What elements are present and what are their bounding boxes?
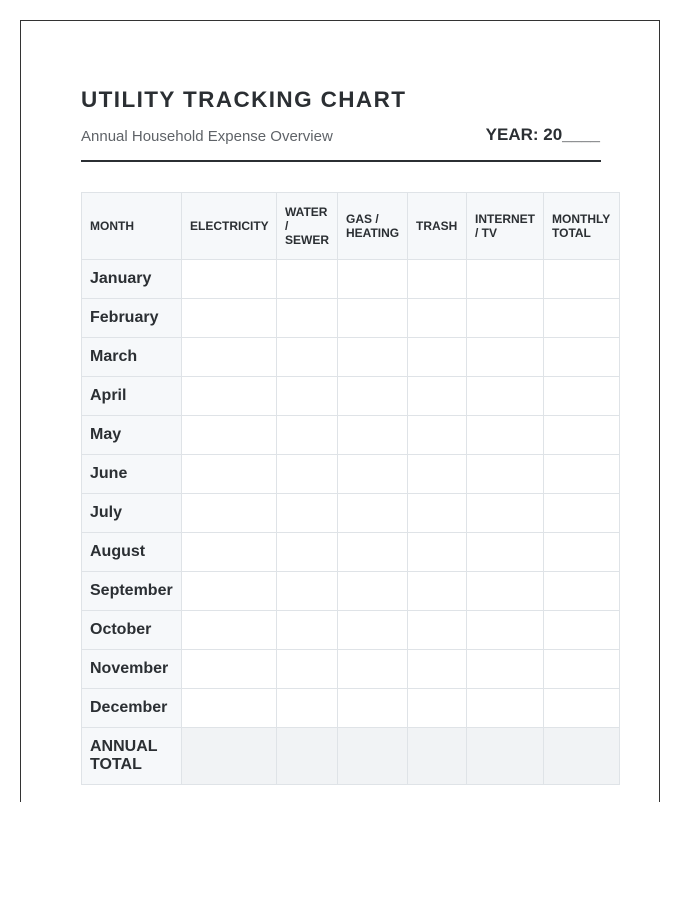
entry-cell-trash[interactable] bbox=[408, 416, 467, 455]
month-label: January bbox=[82, 260, 182, 299]
entry-cell-trash[interactable] bbox=[408, 689, 467, 728]
entry-cell-water-sewer[interactable] bbox=[277, 338, 338, 377]
entry-cell-electricity[interactable] bbox=[182, 650, 277, 689]
table-row bbox=[82, 455, 620, 494]
column-header-water-sewer: WATER / SEWER bbox=[277, 193, 338, 260]
entry-cell-water-sewer[interactable] bbox=[277, 494, 338, 533]
entry-cell-gas-heating[interactable] bbox=[338, 689, 408, 728]
entry-cell-monthly-total[interactable] bbox=[544, 494, 620, 533]
entry-cell-water-sewer[interactable] bbox=[277, 260, 338, 299]
month-label: October bbox=[82, 611, 182, 650]
table-row bbox=[82, 416, 620, 455]
table-row bbox=[82, 689, 620, 728]
entry-cell-gas-heating[interactable] bbox=[338, 338, 408, 377]
entry-cell-water-sewer[interactable] bbox=[277, 689, 338, 728]
entry-cell-trash[interactable] bbox=[408, 494, 467, 533]
entry-cell-trash[interactable] bbox=[408, 572, 467, 611]
table-row bbox=[82, 572, 620, 611]
month-label: December bbox=[82, 689, 182, 728]
entry-cell-electricity[interactable] bbox=[182, 572, 277, 611]
entry-cell-electricity[interactable] bbox=[182, 455, 277, 494]
entry-cell-gas-heating[interactable] bbox=[338, 377, 408, 416]
entry-cell-monthly-total[interactable] bbox=[544, 650, 620, 689]
total-cell-trash[interactable] bbox=[408, 728, 467, 785]
entry-cell-electricity[interactable] bbox=[182, 299, 277, 338]
entry-cell-monthly-total[interactable] bbox=[544, 338, 620, 377]
total-cell-electricity[interactable] bbox=[182, 728, 277, 785]
entry-cell-gas-heating[interactable] bbox=[338, 416, 408, 455]
entry-cell-gas-heating[interactable] bbox=[338, 572, 408, 611]
header-divider bbox=[81, 160, 601, 162]
entry-cell-electricity[interactable] bbox=[182, 338, 277, 377]
entry-cell-electricity[interactable] bbox=[182, 689, 277, 728]
month-label: August bbox=[82, 533, 182, 572]
entry-cell-internet-tv[interactable] bbox=[467, 338, 544, 377]
page-subtitle: Annual Household Expense Overview bbox=[81, 128, 333, 145]
entry-cell-electricity[interactable] bbox=[182, 611, 277, 650]
column-header-gas-heating: GAS / HEATING bbox=[338, 193, 408, 260]
table-body bbox=[82, 260, 620, 785]
document-page bbox=[20, 20, 660, 802]
column-header-electricity: ELECTRICITY bbox=[182, 193, 277, 260]
entry-cell-internet-tv[interactable] bbox=[467, 260, 544, 299]
column-header-trash: TRASH bbox=[408, 193, 467, 260]
table-row bbox=[82, 533, 620, 572]
entry-cell-trash[interactable] bbox=[408, 260, 467, 299]
entry-cell-water-sewer[interactable] bbox=[277, 299, 338, 338]
entry-cell-internet-tv[interactable] bbox=[467, 455, 544, 494]
total-cell-internet-tv[interactable] bbox=[467, 728, 544, 785]
entry-cell-monthly-total[interactable] bbox=[544, 416, 620, 455]
table-row bbox=[82, 338, 620, 377]
entry-cell-water-sewer[interactable] bbox=[277, 650, 338, 689]
page-title: UTILITY TRACKING CHART bbox=[81, 87, 407, 112]
annual-total-label: ANNUAL TOTAL bbox=[82, 728, 182, 785]
month-label: February bbox=[82, 299, 182, 338]
entry-cell-trash[interactable] bbox=[408, 377, 467, 416]
month-label: September bbox=[82, 572, 182, 611]
entry-cell-gas-heating[interactable] bbox=[338, 260, 408, 299]
entry-cell-internet-tv[interactable] bbox=[467, 299, 544, 338]
entry-cell-trash[interactable] bbox=[408, 338, 467, 377]
entry-cell-trash[interactable] bbox=[408, 455, 467, 494]
column-header-internet-tv: INTERNET / TV bbox=[467, 193, 544, 260]
entry-cell-water-sewer[interactable] bbox=[277, 455, 338, 494]
month-label: July bbox=[82, 494, 182, 533]
entry-cell-monthly-total[interactable] bbox=[544, 299, 620, 338]
entry-cell-gas-heating[interactable] bbox=[338, 611, 408, 650]
year-field: YEAR: 20____ bbox=[485, 125, 600, 144]
entry-cell-electricity[interactable] bbox=[182, 416, 277, 455]
entry-cell-internet-tv[interactable] bbox=[467, 572, 544, 611]
entry-cell-gas-heating[interactable] bbox=[338, 533, 408, 572]
entry-cell-monthly-total[interactable] bbox=[544, 611, 620, 650]
month-label: April bbox=[82, 377, 182, 416]
table-row bbox=[82, 260, 620, 299]
entry-cell-monthly-total[interactable] bbox=[544, 533, 620, 572]
entry-cell-internet-tv[interactable] bbox=[467, 533, 544, 572]
entry-cell-monthly-total[interactable] bbox=[544, 689, 620, 728]
entry-cell-monthly-total[interactable] bbox=[544, 260, 620, 299]
entry-cell-internet-tv[interactable] bbox=[467, 689, 544, 728]
entry-cell-gas-heating[interactable] bbox=[338, 455, 408, 494]
column-header-month: MONTH bbox=[82, 193, 182, 260]
entry-cell-monthly-total[interactable] bbox=[544, 455, 620, 494]
table-row bbox=[82, 611, 620, 650]
entry-cell-water-sewer[interactable] bbox=[277, 377, 338, 416]
entry-cell-water-sewer[interactable] bbox=[277, 611, 338, 650]
entry-cell-gas-heating[interactable] bbox=[338, 494, 408, 533]
entry-cell-internet-tv[interactable] bbox=[467, 611, 544, 650]
entry-cell-trash[interactable] bbox=[408, 650, 467, 689]
total-cell-gas-heating[interactable] bbox=[338, 728, 408, 785]
entry-cell-water-sewer[interactable] bbox=[277, 416, 338, 455]
entry-cell-monthly-total[interactable] bbox=[544, 572, 620, 611]
entry-cell-water-sewer[interactable] bbox=[277, 572, 338, 611]
entry-cell-internet-tv[interactable] bbox=[467, 494, 544, 533]
entry-cell-monthly-total[interactable] bbox=[544, 377, 620, 416]
entry-cell-trash[interactable] bbox=[408, 299, 467, 338]
entry-cell-internet-tv[interactable] bbox=[467, 377, 544, 416]
entry-cell-internet-tv[interactable] bbox=[467, 650, 544, 689]
utility-table bbox=[81, 192, 620, 785]
entry-cell-internet-tv[interactable] bbox=[467, 416, 544, 455]
total-cell-water-sewer[interactable] bbox=[277, 728, 338, 785]
month-label: May bbox=[82, 416, 182, 455]
entry-cell-trash[interactable] bbox=[408, 611, 467, 650]
table-row bbox=[82, 494, 620, 533]
annual-total-row bbox=[82, 728, 620, 785]
total-cell-monthly-total[interactable] bbox=[544, 728, 620, 785]
entry-cell-water-sewer[interactable] bbox=[277, 533, 338, 572]
month-label: November bbox=[82, 650, 182, 689]
table-row bbox=[82, 299, 620, 338]
table-row bbox=[82, 650, 620, 689]
month-label: June bbox=[82, 455, 182, 494]
header-row bbox=[82, 193, 620, 260]
entry-cell-trash[interactable] bbox=[408, 533, 467, 572]
entry-cell-electricity[interactable] bbox=[182, 377, 277, 416]
entry-cell-gas-heating[interactable] bbox=[338, 299, 408, 338]
month-label: March bbox=[82, 338, 182, 377]
entry-cell-gas-heating[interactable] bbox=[338, 650, 408, 689]
entry-cell-electricity[interactable] bbox=[182, 260, 277, 299]
entry-cell-electricity[interactable] bbox=[182, 494, 277, 533]
table-row bbox=[82, 377, 620, 416]
column-header-monthly-total: MONTHLY TOTAL bbox=[544, 193, 620, 260]
entry-cell-electricity[interactable] bbox=[182, 533, 277, 572]
